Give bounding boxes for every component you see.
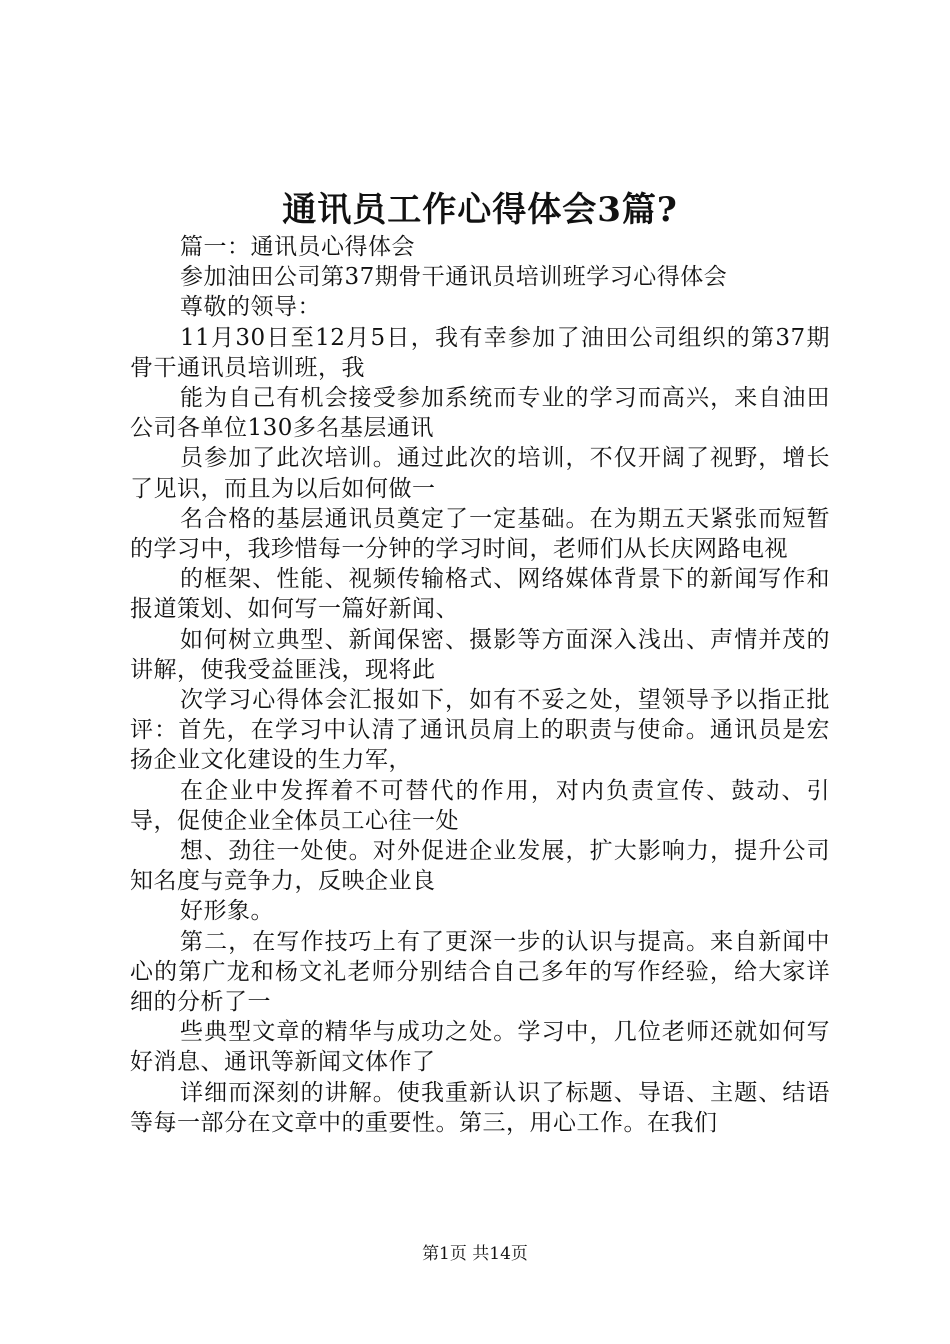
paragraph: 在企业中发挥着不可替代的作用，对内负责宣传、鼓动、引导，促使企业全体员工心往一处 (130, 777, 830, 834)
paragraph: 如何树立典型、新闻保密、摄影等方面深入浅出、声情并茂的讲解，使我受益匪浅，现将此 (130, 626, 830, 683)
paragraph: 篇一：通讯员心得体会 (180, 234, 415, 260)
paragraph: 尊敬的领导： (180, 294, 321, 321)
document-body (130, 232, 830, 1138)
paragraph: 好形象。 (180, 898, 274, 925)
page-number-footer: 第1页 共14页 (422, 1244, 528, 1264)
paragraph: 名合格的基层通讯员奠定了一定基础。在为期五天紧张而短暂的学习中，我珍惜每一分钟的学习时间，老师们从长庆网路电视 (130, 505, 830, 563)
paragraph: 能为自己有机会接受参加系统而专业的学习而高兴，来自油田公司各单位130多名基层通讯 (130, 385, 830, 442)
paragraph: 员参加了此次培训。通过此次的培训，不仅开阔了视野，增长了见识，而且为以后如何做一 (130, 445, 830, 502)
paragraph: 详细而深刻的讲解。使我重新认识了标题、导语、主题、结语等每一部分在文章中的重要性。第三，用心工作。在我们 (130, 1079, 830, 1136)
paragraph: 参加油田公司第37期骨干通讯员培训班学习心得体会 (180, 264, 728, 291)
paragraph: 第二，在写作技巧上有了更深一步的认识与提高。来自新闻中心的第广龙和杨文礼老师分别结合自己多年的写作经验，给大家详细的分析了一 (130, 928, 830, 1016)
document-title: 通讯员工作心得体会3篇? (282, 190, 678, 230)
paragraph: 次学习心得体会汇报如下，如有不妥之处，望领导予以指正批评：首先，在学习中认清了通讯员肩上的职责与使命。通讯员是宏扬企业文化建设的生力军， (130, 687, 830, 774)
paragraph: 的框架、性能、视频传输格式、网络媒体背景下的新闻写作和报道策划、如何写一篇好新闻、 (130, 566, 830, 623)
paragraph: 想、劲往一处使。对外促进企业发展，扩大影响力，提升公司知名度与竞争力，反映企业良 (130, 838, 830, 895)
paragraph: 11月30日至12月5日，我有幸参加了油田公司组织的第37期骨干通讯员培训班，我 (130, 324, 830, 381)
paragraph: 些典型文章的精华与成功之处。学习中，几位老师还就如何写好消息、通讯等新闻文体作了 (130, 1019, 830, 1076)
